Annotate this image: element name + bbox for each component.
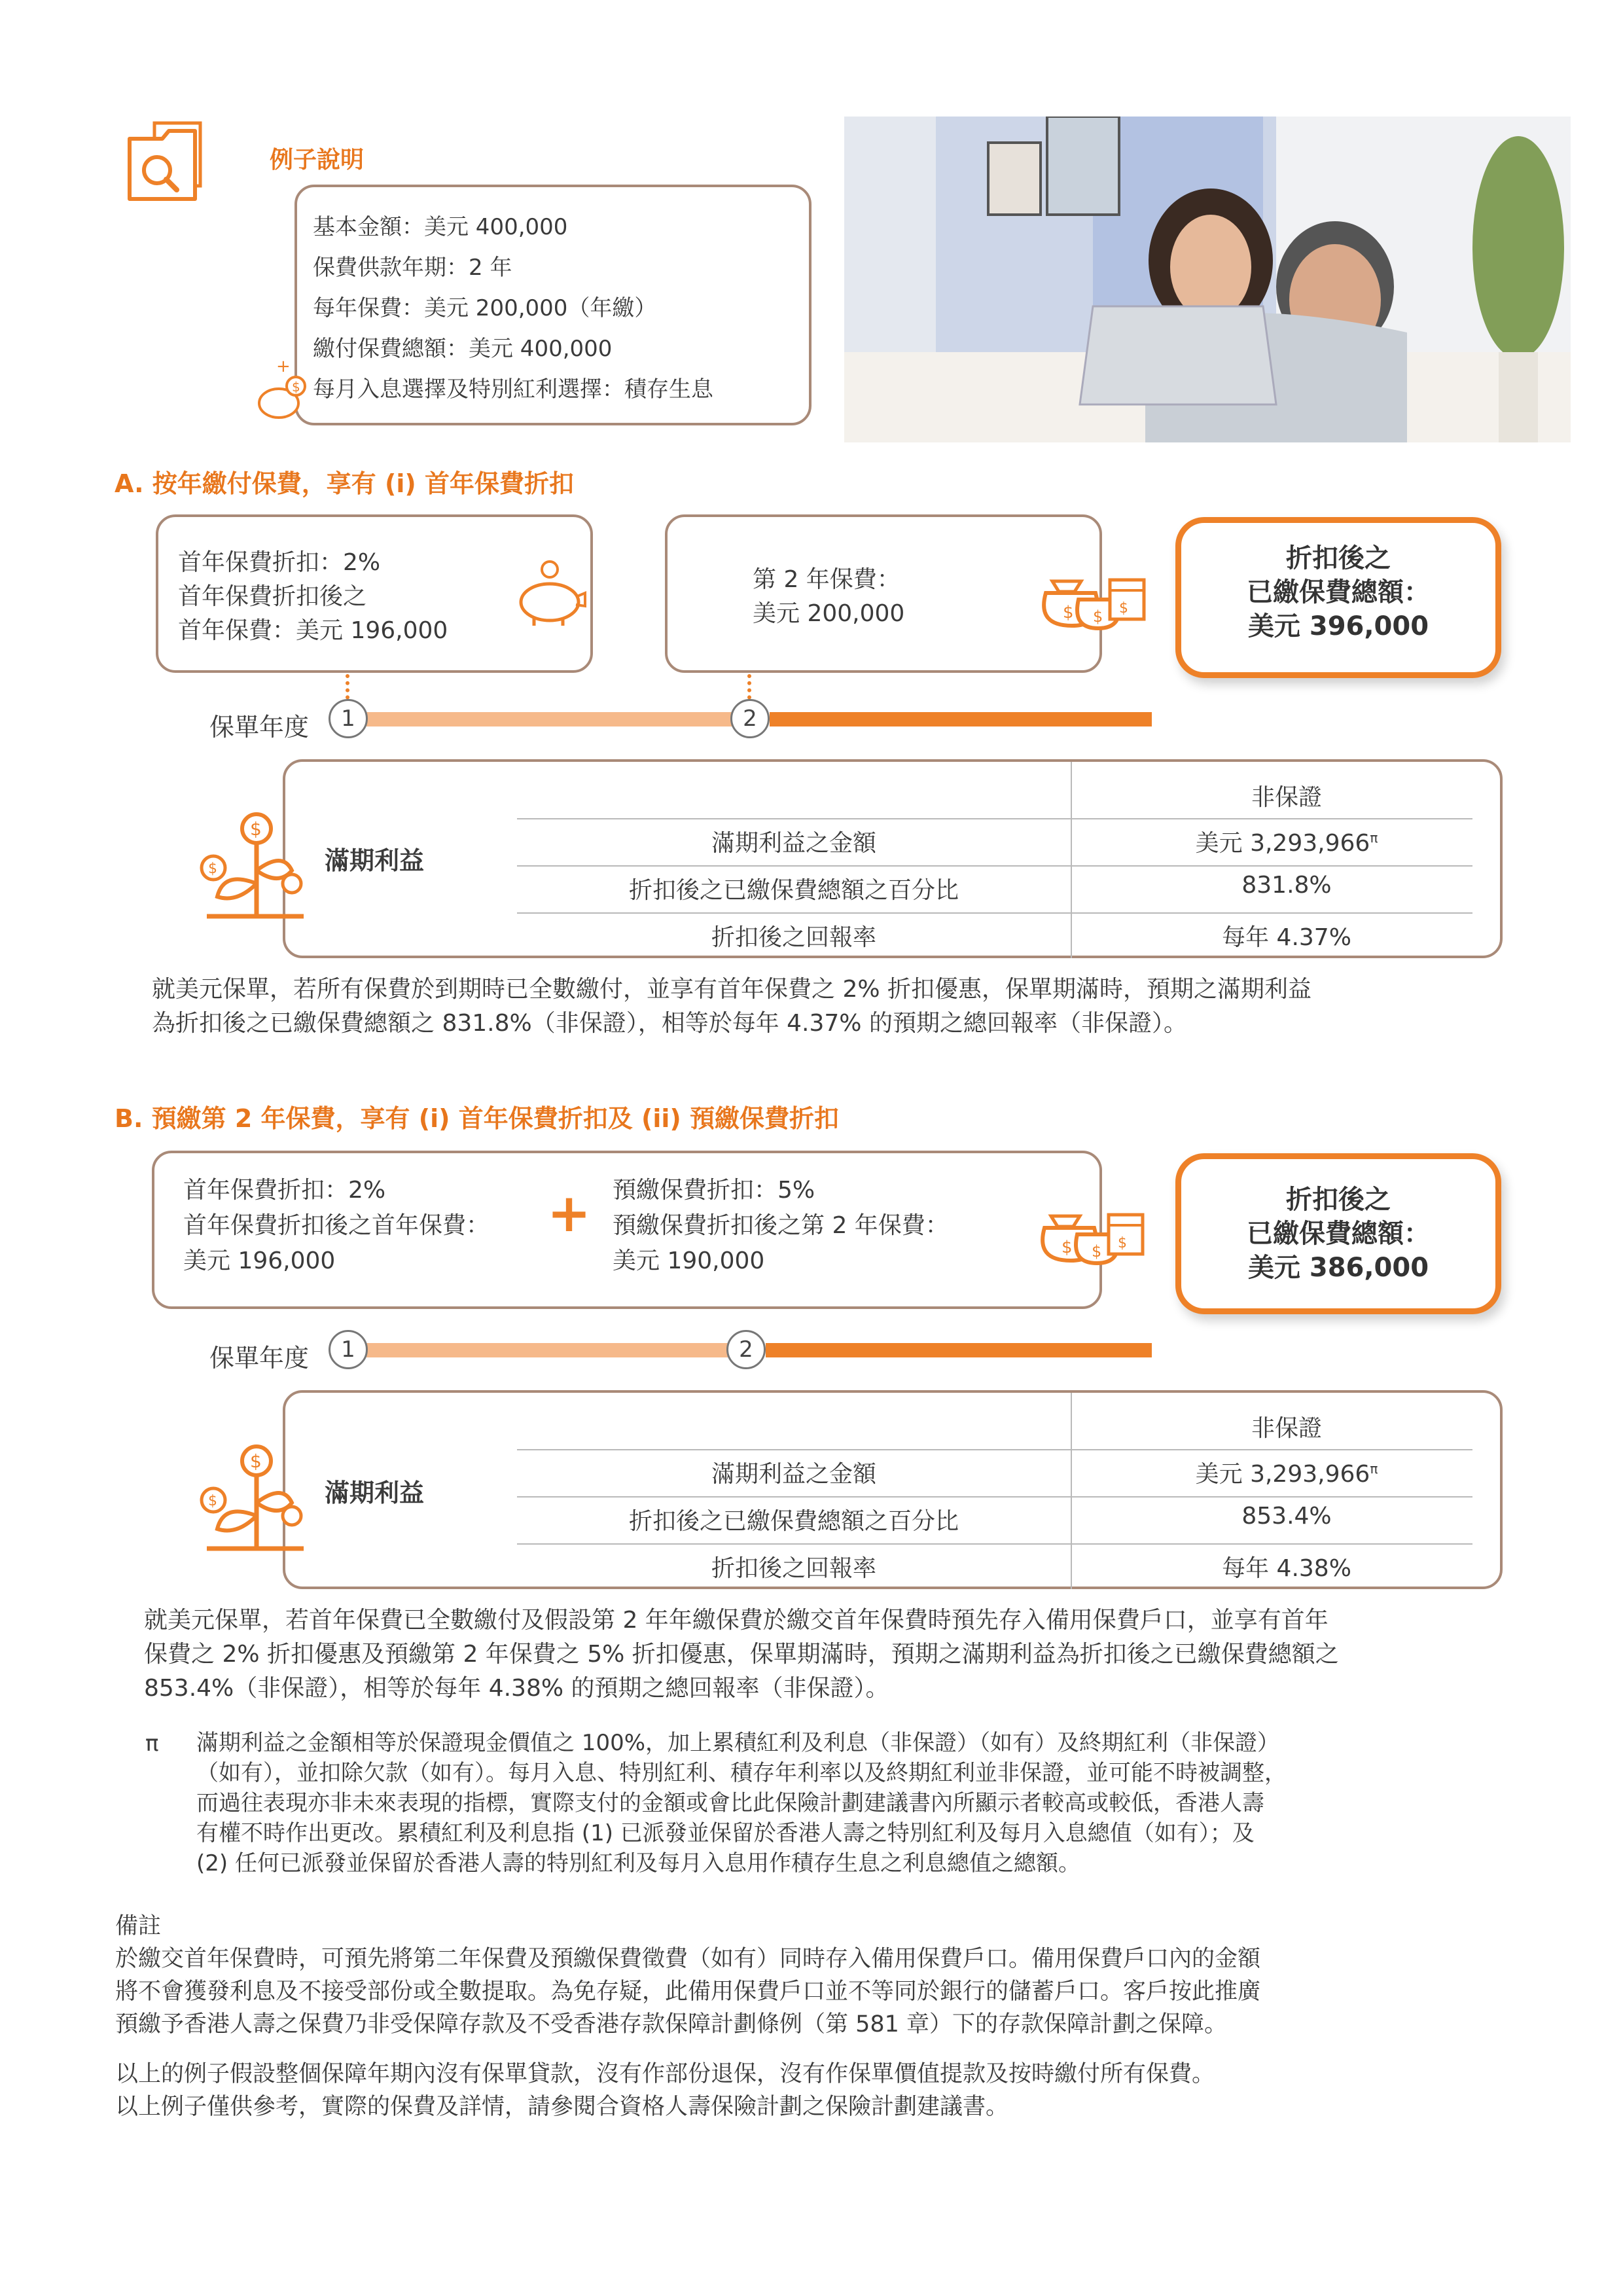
piggy-coin-icon: [250, 353, 315, 425]
svg-text:$: $: [250, 1450, 262, 1472]
money-tree-icon: [194, 805, 312, 923]
remarks-title: 備註: [115, 1913, 162, 1939]
total-line: 美元 386,000: [1247, 1253, 1429, 1283]
year-1-marker: 1: [329, 699, 368, 738]
money-tree-icon: [194, 1437, 312, 1555]
svg-text:$: $: [1092, 1242, 1102, 1261]
table-cell: 折扣後之回報率: [711, 924, 876, 951]
remarks-line: 預繳予香港人壽之保費乃非受保障存款及不受香港存款保障計劃條例（第 581 章）下的存款保障計劃之保障。: [115, 2011, 1228, 2037]
section-a-benefit-table: [283, 759, 1503, 958]
table-cell: [1071, 1456, 1503, 1489]
footnote-line: （如有），並扣除欠款（如有）。每月入息、特別紅利、積存年利率以及終期紅利並非保證，並可能不時被調整，: [196, 1760, 1287, 1786]
section-b-paragraph: [144, 1604, 1339, 1706]
svg-text:+: +: [276, 357, 291, 376]
table-value: 美元 3,293,966: [1195, 1461, 1370, 1488]
example-box: [294, 185, 812, 425]
svg-text:$: $: [250, 818, 262, 840]
timeline-bar-year2: [770, 712, 1152, 726]
box-line: 第 2 年保費：: [753, 566, 901, 593]
example-line: 每月入息選擇及特別紅利選擇：積存生息: [313, 376, 713, 403]
paragraph-line: 為折扣後之已繳保費總額之 831.8%（非保證），相等於每年 4.37% 的預期之總回報率（非保證）。: [152, 1010, 1187, 1037]
total-line: 折扣後之: [1286, 1185, 1391, 1215]
svg-text:$: $: [208, 1493, 217, 1509]
footnote-line: 滿期利益之金額相等於保證現金價值之 100%，加上累積紅利及利息（非保證）（如有）及終期紅利（非保證）: [196, 1730, 1280, 1756]
footnote-line: 有權不時作出更改。累積紅利及利息指 (1) 已派發並保留於香港人壽之特別紅利及每月入息總值（如有）；及: [196, 1820, 1255, 1846]
benefit-label: 滿期利益: [325, 1479, 425, 1507]
section-b-box1: [152, 1151, 1127, 1309]
example-line: 保費供款年期：2 年: [313, 255, 512, 281]
photo-couple-laptop: [844, 117, 1571, 442]
footnote-line: 而過往表現亦非未來表現的指標，實際支付的金額或會比此保險計劃建議書內所顯示者較高或較低，香港人壽: [196, 1790, 1264, 1816]
footnote-mark: π: [1370, 1461, 1378, 1477]
closing-notes: [115, 2058, 1215, 2123]
footnote-line: (2) 任何已派發並保留於香港人壽的特別紅利及每月入息用作積存生息之利息總值之總額。: [196, 1850, 1080, 1876]
table-cell: 滿期利益之金額: [711, 830, 876, 857]
table-divider: [517, 865, 1472, 867]
timeline-label: 保單年度: [209, 713, 310, 742]
example-title: 例子說明: [270, 147, 365, 173]
box-line: 預繳保費折扣：5%: [613, 1177, 815, 1204]
box-line: 首年保費折扣後之: [178, 583, 367, 610]
timeline-bar-year1: [366, 1343, 730, 1357]
table-divider: [517, 818, 1472, 819]
table-cell: 折扣後之已繳保費總額之百分比: [628, 1508, 959, 1535]
table-cell: 每年 4.37%: [1222, 924, 1351, 951]
footnote: [196, 1728, 1287, 1878]
paragraph-line: 保費之 2% 折扣優惠及預繳第 2 年保費之 5% 折扣優惠，保單期滿時，預期之滿期利益為折扣後之已繳保費總額之: [144, 1641, 1339, 1668]
box-line: 美元 190,000: [613, 1247, 765, 1274]
box-line: 首年保費折扣：2%: [178, 549, 381, 576]
table-divider: [517, 1496, 1472, 1498]
table-cell: 每年 4.38%: [1222, 1555, 1351, 1582]
section-b-title: B. 預繳第 2 年保費，享有 (i) 首年保費折扣及 (ii) 預繳保費折扣: [115, 1104, 839, 1133]
section-b-total-box: [1175, 1153, 1501, 1314]
section-a-box1: [156, 514, 593, 673]
total-line: 已繳保費總額：: [1247, 577, 1430, 607]
piggy-bank-icon: [512, 556, 590, 628]
example-line: 每年保費：美元 200,000（年繳）: [313, 295, 657, 321]
footnote-symbol: π: [145, 1731, 159, 1757]
section-a-box2: [665, 514, 1128, 673]
svg-text:$: $: [1118, 1235, 1127, 1251]
money-bags-calendar-icon: [1031, 1189, 1149, 1274]
year-2-marker: 2: [726, 1330, 766, 1369]
paragraph-line: 就美元保單，若首年保費已全數繳付及假設第 2 年年繳保費於繳交首年保費時預先存入備用保費戶口，並享有首年: [144, 1607, 1329, 1634]
total-line: 折扣後之: [1286, 543, 1391, 573]
svg-text:$: $: [208, 861, 217, 877]
remarks-line: 將不會獲發利息及不接受部份或全數提取。為免存疑，此備用保費戶口並不等同於銀行的儲蓄戶口。客戶按此推廣: [115, 1979, 1261, 2005]
box-line: 首年保費：美元 196,000: [178, 617, 448, 644]
benefit-label: 滿期利益: [325, 846, 425, 875]
svg-text:$: $: [1119, 600, 1128, 617]
box-line: 美元 200,000: [753, 600, 905, 627]
svg-text:$: $: [1093, 607, 1103, 626]
paragraph-line: 853.4%（非保證），相等於每年 4.38% 的預期之總回報率（非保證）。: [144, 1675, 889, 1702]
closing-line: 以上的例子假設整個保障年期內沒有保單貸款，沒有作部份退保，沒有作保單價值提款及按時繳付所有保費。: [115, 2061, 1215, 2087]
box-line: 首年保費折扣後之首年保費：: [183, 1212, 490, 1239]
svg-text:$: $: [1061, 1238, 1073, 1257]
table-value: 美元 3,293,966: [1195, 830, 1370, 857]
timeline-label: 保單年度: [209, 1344, 310, 1372]
total-line: 美元 396,000: [1247, 611, 1429, 641]
example-line: 繳付保費總額：美元 400,000: [313, 336, 613, 362]
example-line: 基本金額：美元 400,000: [313, 214, 568, 240]
remarks-line: 於繳交首年保費時，可預先將第二年保費及預繳保費徵費（如有）同時存入備用保費戶口。備用保費戶口內的金額: [115, 1946, 1261, 1972]
box-line: 首年保費折扣：2%: [183, 1177, 386, 1204]
timeline-bar-year1: [366, 712, 733, 726]
section-a-title: A. 按年繳付保費，享有 (i) 首年保費折扣: [115, 469, 574, 498]
section-a-total-box: [1175, 517, 1501, 678]
plus-sign: +: [547, 1183, 592, 1244]
section-a-paragraph: [152, 973, 1311, 1041]
table-cell: 853.4%: [1241, 1503, 1332, 1530]
year-2-marker: 2: [730, 699, 770, 738]
search-document-icon: [116, 117, 215, 208]
table-cell: [1071, 825, 1503, 858]
table-divider: [517, 1449, 1472, 1450]
table-cell: 折扣後之回報率: [711, 1555, 876, 1582]
table-cell: 折扣後之已繳保費總額之百分比: [628, 877, 959, 904]
year-1-marker: 1: [329, 1330, 368, 1369]
footnote-mark: π: [1370, 830, 1378, 846]
section-b-benefit-table: [283, 1390, 1503, 1589]
table-cell: 滿期利益之金額: [711, 1461, 876, 1488]
svg-text:$: $: [292, 379, 300, 395]
table-cell: 831.8%: [1241, 872, 1332, 899]
box-line: 美元 196,000: [183, 1247, 336, 1274]
table-divider: [517, 1543, 1472, 1545]
table-header: 非保證: [1251, 784, 1322, 811]
total-line: 已繳保費總額：: [1247, 1219, 1430, 1249]
timeline-bar-year2: [766, 1343, 1152, 1357]
remarks: [115, 1910, 1260, 2041]
table-header: 非保證: [1251, 1415, 1322, 1442]
box-line: 預繳保費折扣後之第 2 年保費：: [613, 1212, 949, 1239]
paragraph-line: 就美元保單，若所有保費於到期時已全數繳付，並享有首年保費之 2% 折扣優惠，保單期滿時，預期之滿期利益: [152, 976, 1311, 1003]
money-bags-calendar-icon: [1033, 554, 1150, 639]
closing-line: 以上例子僅供參考，實際的保費及詳情，請參閱合資格人壽保險計劃之保險計劃建議書。: [115, 2094, 1009, 2120]
svg-text:$: $: [1063, 603, 1074, 622]
table-divider: [517, 912, 1472, 914]
